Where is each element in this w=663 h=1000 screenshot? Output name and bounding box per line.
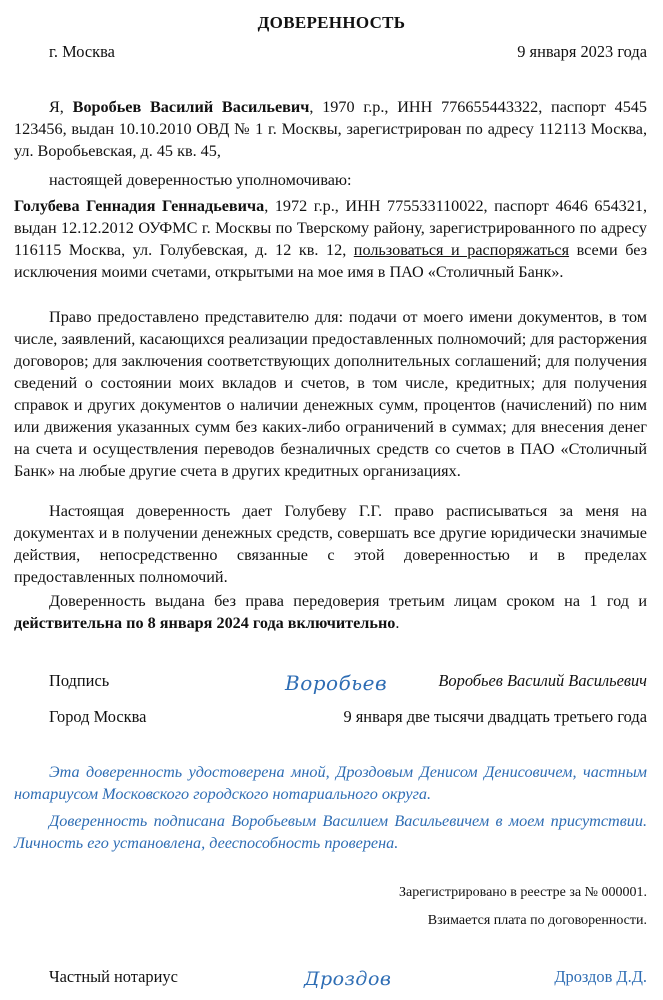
agent-name: Голубева Геннадия Геннадьевича	[14, 197, 265, 215]
principal-paragraph	[14, 96, 647, 162]
notary-label: Частный нотариус	[49, 967, 178, 986]
document-title: ДОВЕРЕННОСТЬ	[257, 13, 406, 32]
notary-certification: Эта доверенность удостоверена мной, Дроздовым Денисом Денисовичем, частным нотариусом Московского городского нотариального округа.	[14, 763, 647, 803]
notary-name: Дроздов Д.Д.	[554, 967, 647, 986]
signing-place-date-line	[49, 706, 647, 728]
principal-handwritten-signature: Воробьев	[285, 671, 388, 695]
agent-powers-underlined: пользоваться и распоряжаться	[353, 241, 570, 259]
registry-number: Зарегистрировано в реестре за № 000001.	[398, 885, 647, 900]
agent-paragraph	[14, 195, 647, 283]
principal-signature-row	[49, 666, 647, 696]
principal-name: Воробьев Василий Васильевич	[72, 98, 310, 116]
notary-handwritten-signature: Дроздов	[304, 968, 392, 990]
authorize-line: настоящей доверенностью уполномочиваю:	[49, 171, 352, 189]
term-paragraph	[14, 590, 647, 634]
signing-rights-paragraph: Настоящая доверенность дает Голубеву Г.Г. право расписываться за меня на документах и в получении денежных средств, совершать все другие юридически значимые действия, непосредственно связанные с этой доверенностью и в пределах предоставленных полномочий.	[14, 502, 647, 586]
place-date-line	[49, 41, 647, 63]
notary-presence-statement: Доверенность подписана Воробьевым Василием Васильевичем в моем присутствии. Личность его установлена, дееспособность проверена.	[14, 812, 647, 852]
signature-label: Подпись	[49, 671, 110, 690]
term-prefix: Доверенность выдана без права передоверия третьим лицам сроком на 1 год и	[49, 592, 647, 610]
intro-prefix: Я,	[49, 98, 73, 116]
rights-paragraph: Право предоставлено представителю для: подачи от моего имени документов, в том числе, заявлений, касающихся реализации предоставленных полномочий; для расторжения договоров; для заключения соответствующих дополнительных соглашений; для получения сведений о состоянии моих вкладов и счетов, в том числе, кредитных; для получения справок и других документов о наличии денежных сумм, процентов (начислений) по ним или движения указанных сумм без каких-либо ограничений в суммах; для внесения денег на счета и осуществления переводов безналичных средств со счетов в ПАО «Столичный Банк» на любые другие счета в других кредитных организациях.	[14, 308, 647, 480]
notary-fee: Взимается плата по договоренности.	[427, 913, 647, 928]
term-suffix: .	[395, 614, 400, 632]
agent-details: , 1972 г.р., ИНН 775533110022, паспорт 4646 654321, выдан 12.12.2012 ОУФМС г. Москвы по Тверскому району, зарегистрированного по адресу 116115 Москва, ул. Голубевская, д. 12 кв. 12,	[14, 197, 647, 259]
agent-powers-rest: всеми без исключения моими счетами, открытыми на мое имя в ПАО «Столичный Банк».	[14, 241, 647, 281]
notary-signature-row	[49, 962, 647, 992]
principal-details: , 1970 г.р., ИНН 776655443322, паспорт 4545 123456, выдан 10.10.2010 ОВД № 1 г. Москвы, зарегистрирован по адресу 112113 Москва, ул. Воробьевская, д. 45 кв. 45,	[14, 98, 647, 160]
signing-date-words: 9 января две тысячи двадцать третьего года	[343, 707, 647, 726]
term-validity: действительна по 8 января 2024 года включительно	[14, 614, 396, 632]
date: 9 января 2023 года	[517, 42, 647, 61]
city: г. Москва	[49, 42, 115, 61]
principal-signature-name: Воробьев Василий Васильевич	[438, 671, 647, 690]
signing-city: Город Москва	[49, 707, 147, 726]
